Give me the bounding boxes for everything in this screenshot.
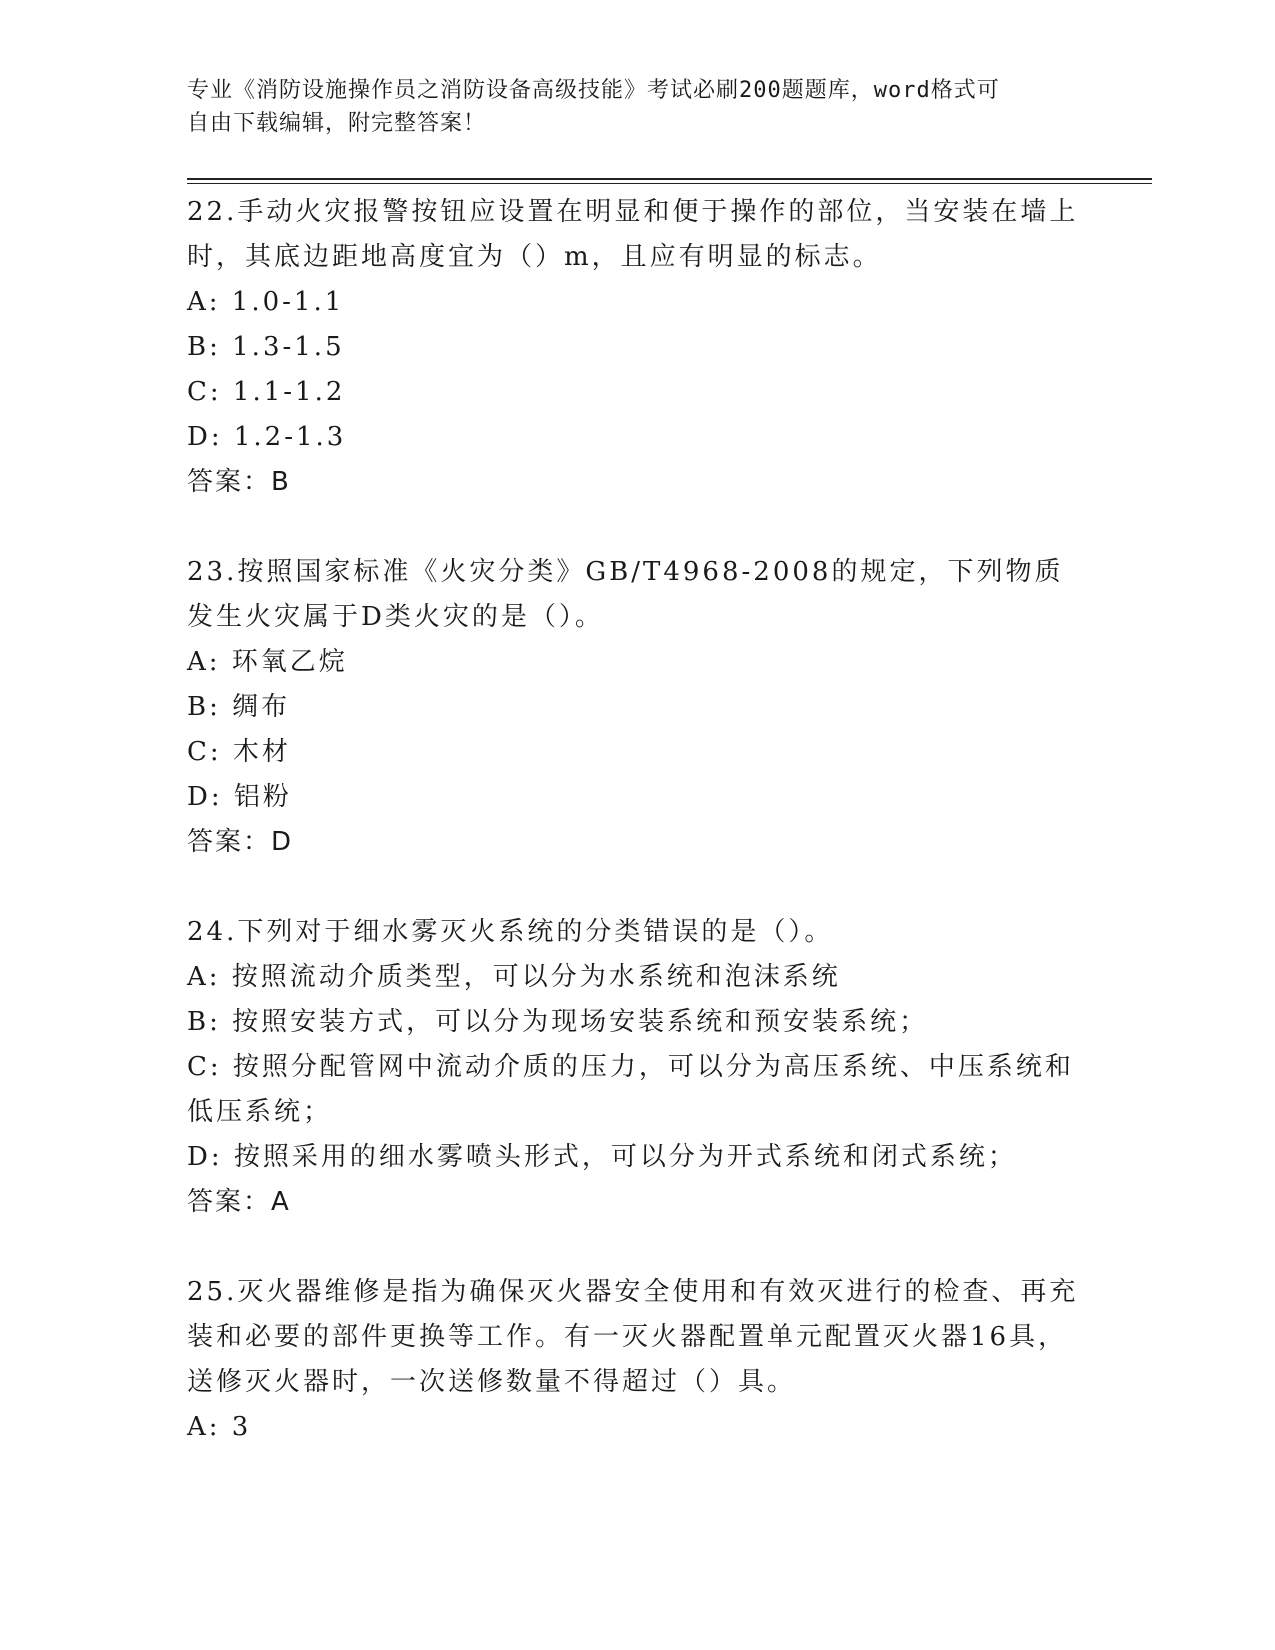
option-b: B: 绸布 (187, 692, 291, 722)
option-d: D: 1.2-1.3 (187, 422, 347, 452)
question-25 (187, 1270, 1087, 1450)
question-text: 25.灭火器维修是指为确保灭火器安全使用和有效灭进行的检查、再充装和必要的部件更换等工作。有一灭火器配置单元配置灭火器16具，送修灭火器时，一次送修数量不得超过（）具。 (187, 1277, 1079, 1397)
option-b: B: 按照安装方式，可以分为现场安装系统和预安装系统； (187, 1007, 929, 1037)
option-c: C: 木材 (187, 737, 291, 767)
header-divider-thin (187, 183, 1152, 184)
option-a: A: 按照流动介质类型，可以分为水系统和泡沫系统 (187, 962, 841, 992)
question-text: 23.按照国家标准《火灾分类》GB/T4968-2008的规定，下列物质发生火灾属于D类火灾的是（）。 (187, 557, 1064, 632)
answer-line: 答案：A (187, 1187, 291, 1217)
option-b: B: 1.3-1.5 (187, 332, 345, 362)
option-a: A: 环氧乙烷 (187, 647, 348, 677)
question-text: 24.下列对于细水雾灭火系统的分类错误的是（）。 (187, 917, 834, 947)
option-d: D: 按照采用的细水雾喷头形式，可以分为开式系统和闭式系统； (187, 1142, 1017, 1172)
header-line-2: 自由下载编辑，附完整答案！ (187, 111, 487, 136)
option-c: C: 1.1-1.2 (187, 377, 346, 407)
option-c: C: 按照分配管网中流动介质的压力，可以分为高压系统、中压系统和低压系统； (187, 1052, 1074, 1127)
option-a: A: 3 (187, 1412, 252, 1442)
header-divider-thick (187, 178, 1152, 180)
option-d: D: 铝粉 (187, 782, 292, 812)
document-header (187, 74, 1067, 140)
option-a: A: 1.0-1.1 (187, 287, 345, 317)
question-list (187, 190, 1087, 1496)
question-23 (187, 550, 1087, 864)
answer-line: 答案：B (187, 467, 291, 497)
answer-line: 答案：D (187, 827, 294, 857)
question-24 (187, 910, 1087, 1224)
question-22 (187, 190, 1087, 504)
header-line-1: 专业《消防设施操作员之消防设备高级技能》考试必刷200题题库，word格式可 (187, 78, 1000, 103)
question-text: 22.手动火灾报警按钮应设置在明显和便于操作的部位，当安装在墙上时，其底边距地高度宜为（）m，且应有明显的标志。 (187, 197, 1079, 272)
